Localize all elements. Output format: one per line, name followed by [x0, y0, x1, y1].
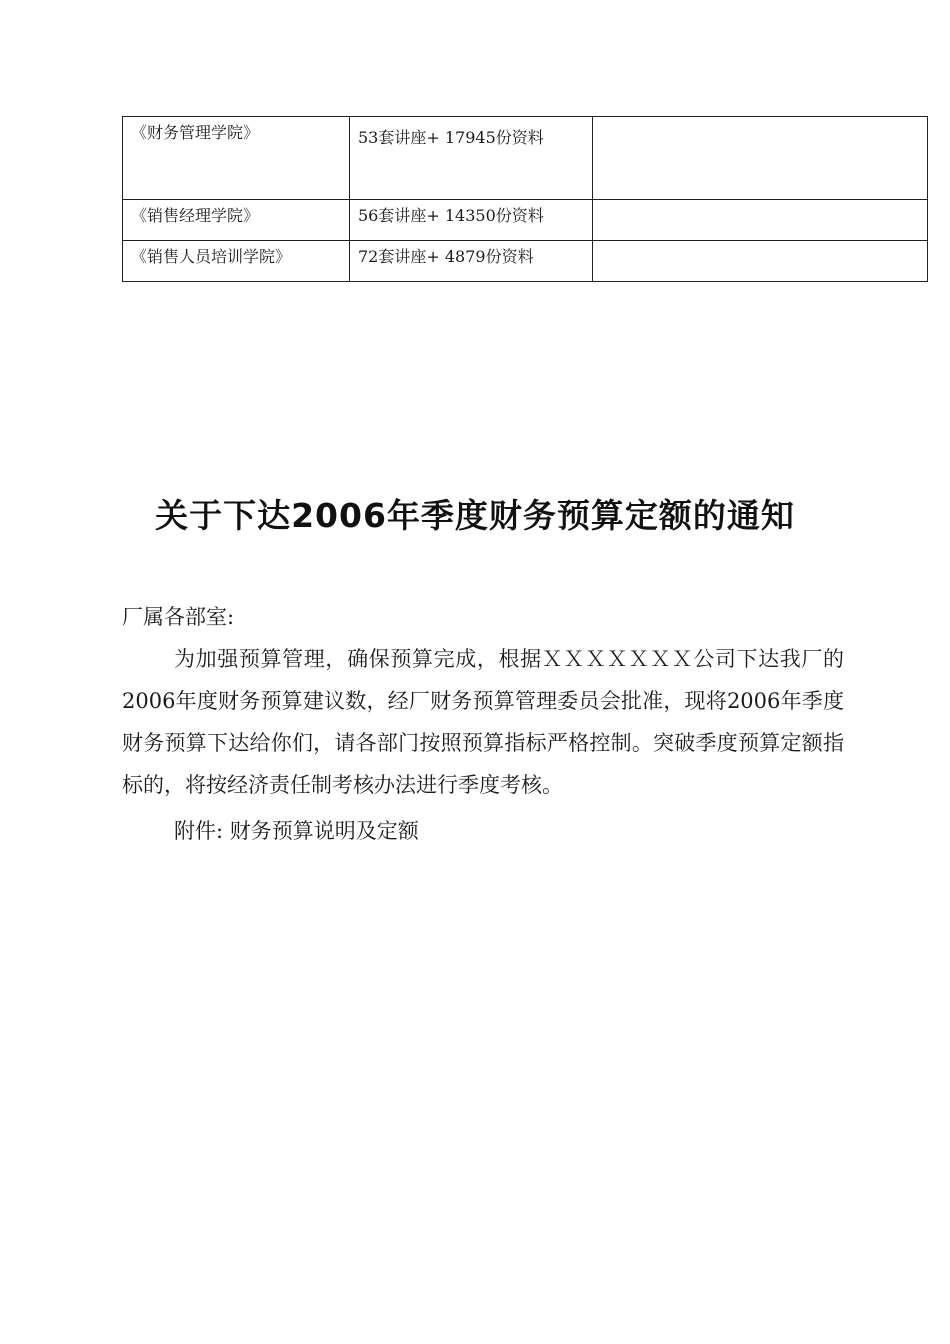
course-content-cell: 72套讲座+ 4879份资料 — [350, 241, 593, 282]
table-row — [123, 200, 928, 241]
table-row — [123, 117, 928, 200]
notice-body — [122, 596, 844, 852]
course-name-cell: 《财务管理学院》 — [123, 117, 350, 200]
course-name-cell: 《销售人员培训学院》 — [123, 241, 350, 282]
course-note-cell — [593, 200, 928, 241]
course-name-cell: 《销售经理学院》 — [123, 200, 350, 241]
table-row — [123, 241, 928, 282]
course-note-cell — [593, 241, 928, 282]
course-catalog-table — [122, 116, 928, 282]
course-content-cell: 56套讲座+ 14350份资料 — [350, 200, 593, 241]
notice-title: 关于下达2006年季度财务预算定额的通知 — [155, 496, 795, 535]
notice-recipient: 厂属各部室: — [122, 605, 235, 629]
course-content-cell: 53套讲座+ 17945份资料 — [350, 117, 593, 200]
course-note-cell — [593, 117, 928, 200]
notice-attachment: 附件: 财务预算说明及定额 — [174, 819, 419, 843]
notice-paragraph: 为加强预算管理，确保预算完成，根据ＸＸＸＸＸＸＸ公司下达我厂的2006年度财务预算建议数，经厂财务预算管理委员会批准，现将2006年季度财务预算下达给你们，请各部门按照预算指标严格控制。突破季度预算定额指标的，将按经济责任制考核办法进行季度考核。 — [122, 647, 844, 797]
